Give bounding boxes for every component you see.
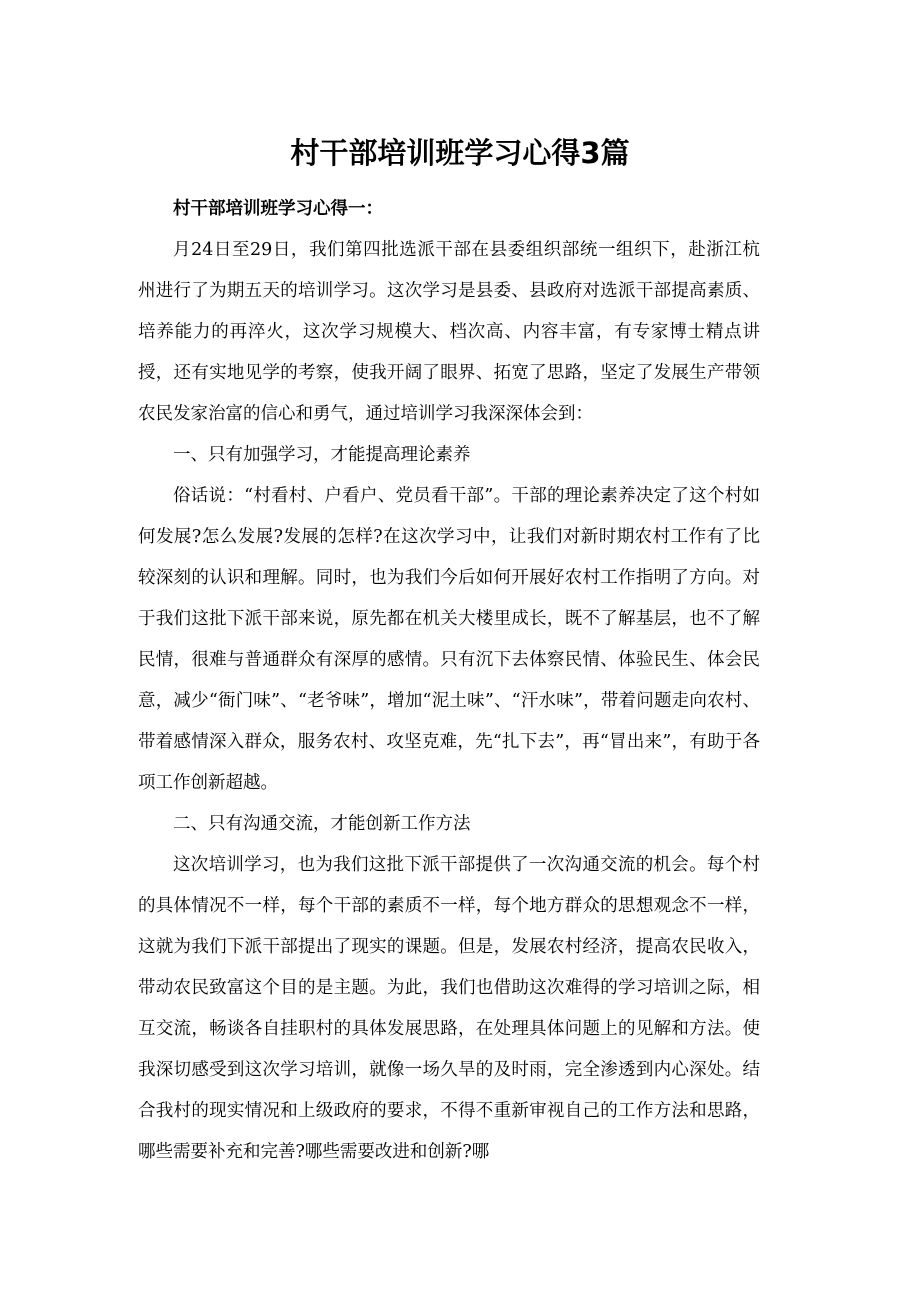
paragraph-point-two: 这次培训学习，也为我们这批下派干部提供了一次沟通交流的机会。每个村的具体情况不一样，每个干部的素质不一样，每个地方群众的思想观念不一样，这就为我们下派干部提出了现实的课题。但是，发展农村经济，提高农民收入，带动农民致富这个目的是主题。为此，我们也借助这次难得的学习培训之际，相互交流，畅谈各自挂职村的具体发展思路，在处理具体问题上的见解和方法。使我深切感受到这次学习培训，就像一场久旱的及时雨，完全渗透到内心深处。结合我村的现实情况和上级政府的要求，不得不重新审视自己的工作方法和思路，哪些需要补充和完善?哪些需要改进和创新?哪 <box>138 855 760 1162</box>
heading-point-one: 一、只有加强学习，才能提高理论素养 <box>173 445 471 465</box>
heading-point-two: 二、只有沟通交流，才能创新工作方法 <box>173 814 471 834</box>
document-body <box>138 189 760 1173</box>
document-title: 村干部培训班学习心得3篇 <box>290 136 630 170</box>
section-subtitle: 村干部培训班学习心得一： <box>173 199 383 219</box>
paragraph-point-one: 俗话说：“村看村、户看户、党员看干部”。干部的理论素养决定了这个村如何发展?怎么发展?发展的怎样?在这次学习中，让我们对新时期农村工作有了比较深刻的认识和理解。同时，也为我们今后如何开展好农村工作指明了方向。对于我们这批下派干部来说，原先都在机关大楼里成长，既不了解基层，也不了解民情，很难与普通群众有深厚的感情。只有沉下去体察民情、体验民生、体会民意，减少“衙门味”、“老爷味”，增加“泥土味”、“汗水味”，带着问题走向农村、带着感情深入群众，服务农村、攻坚克难，先“扎下去”，再“冒出来”，有助于各项工作创新超越。 <box>138 486 760 793</box>
paragraph-intro: 月24日至29日，我们第四批选派干部在县委组织部统一组织下，赴浙江杭州进行了为期五天的培训学习。这次学习是县委、县政府对选派干部提高素质、培养能力的再淬火，这次学习规模大、档次高、内容丰富，有专家博士精点讲授，还有实地见学的考察，使我开阔了眼界、拓宽了思路，坚定了发展生产带领农民发家治富的信心和勇气，通过培训学习我深深体会到： <box>138 240 760 424</box>
